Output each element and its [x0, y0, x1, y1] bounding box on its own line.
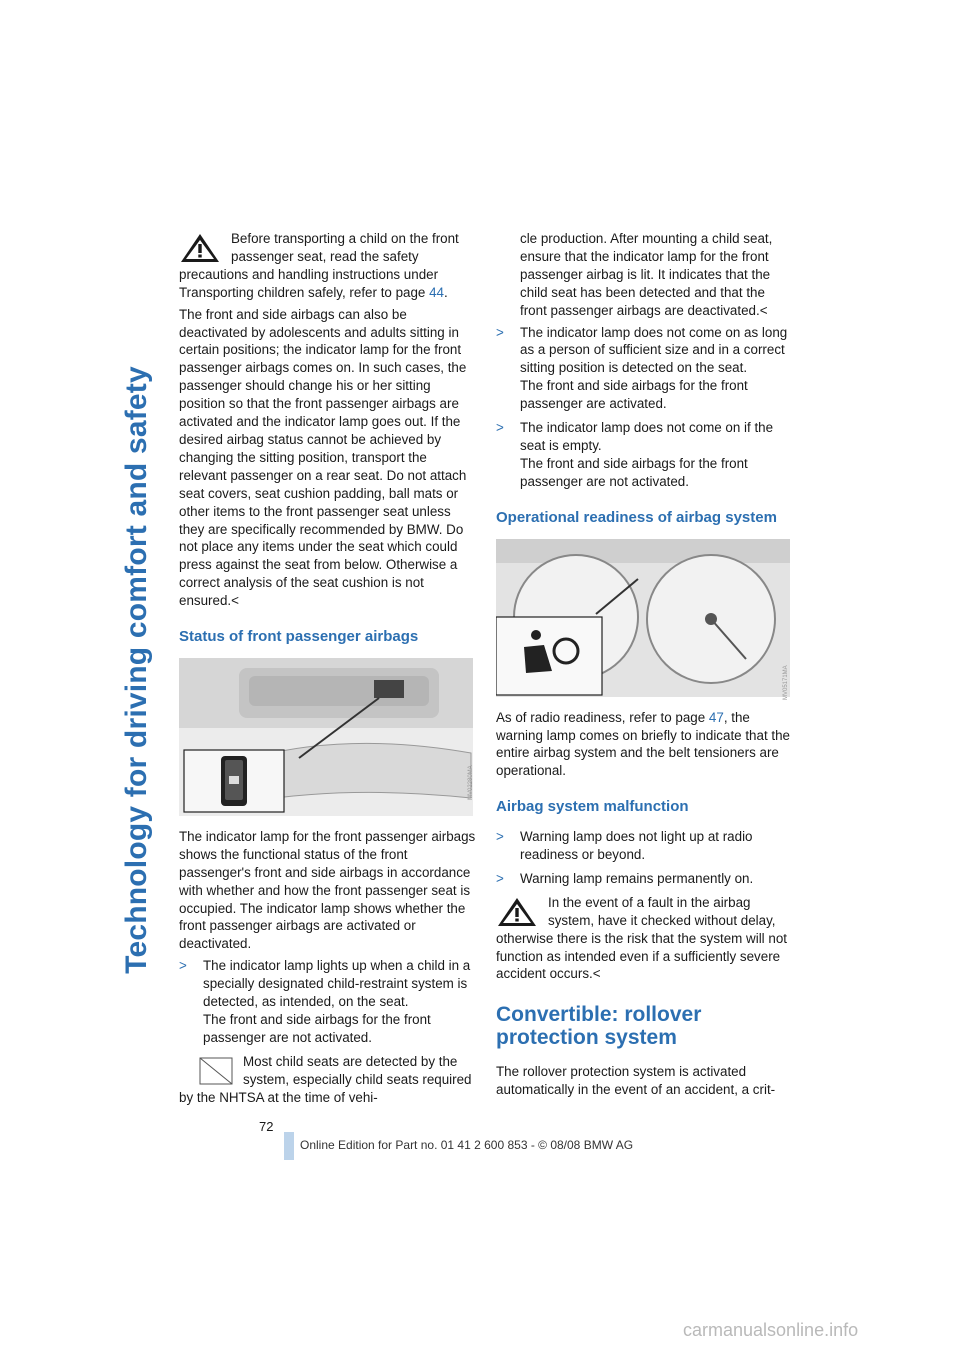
warning-block: Before transporting a child on the front passenger seat, read the safety precautions and handling instructions under Transporting children safely, refer to page 44. — [179, 231, 459, 300]
list-item: > The indicator lamp lights up when a child in a specially designated child-restraint system is detected, as intended, on the seat. The front and side airbags for the front passenger are not activated. — [179, 958, 471, 1045]
footer-bar — [284, 1132, 294, 1160]
paragraph: As of radio readiness, refer to page — [496, 709, 706, 725]
watermark: carmanualsonline.info — [683, 1320, 859, 1340]
footer-text: Online Edition for Part no. 01 41 2 600 853 - © 08/08 BMW AG — [300, 1138, 634, 1152]
page-link-44[interactable]: 44 — [429, 284, 445, 300]
section-heading: Operational readiness of airbag system — [496, 508, 777, 526]
paragraph: The indicator lamp for the front passenger airbags shows the functional status of the front passenger's front and side airbags in accordance with whether and how the front passenger seat is occupied. The indicator lamp shows whether the front passenger airbags are activated or deactivated. — [179, 828, 476, 952]
paragraph: The front and side airbags can also be deactivated by adolescents and adults sitting in certain positions; the indicator lamp for the front passenger airbags comes on. In such cases, the passenger should change his or her sitting position so that the front passenger airbags are activated and the indicator lamp goes out. If the desired airbag status cannot be achieved by changing the sitting position, transport the relevant passenger on a rear seat. Do not attach seat covers, seat cushion padding, ball mats or other items to the front passenger seat unless they are specifically recommended by BMW. Do not place any items under the seat which could press against the seat from below. Otherwise a correct analysis of the seat cushion is not ensured. — [179, 306, 467, 609]
left-column — [179, 230, 477, 1111]
page-link-47[interactable]: 47 — [708, 709, 724, 725]
bullet-list — [179, 957, 477, 1047]
warning-triangle-icon — [496, 896, 538, 928]
section-heading: Status of front passenger airbags — [179, 628, 419, 646]
warning-text: Before transporting a child on the front passenger seat, read the safety precautions and handling instructions under Transporting children safely, refer to page — [179, 231, 459, 300]
passenger-airbag-lamp-figure — [179, 658, 473, 816]
warning-triangle-icon — [179, 232, 221, 264]
figure-code: MV05171MA — [783, 665, 789, 700]
airbag-warning-lamp-figure — [496, 539, 790, 697]
warning-text: In the event of a fault in the airbag system, have it checked without delay, otherwise there is the risk that the system will not function as intended even if a sufficiently severe accident occurs. — [496, 894, 787, 982]
side-title: Technology for driving comfort and safety — [120, 366, 154, 974]
list-item: > The indicator lamp does not come on if the seat is empty. The front and side airbags for the front passenger are not activated. — [496, 420, 774, 489]
note-continuation: cle production. After mounting a child seat, ensure that the indicator lamp for the front passenger airbag is lit. It indicates that the child seat has been detected and that the front passenger airbags are deactivated. — [520, 231, 773, 318]
list-item: > Warning lamp does not light up at radio readiness or beyond. — [496, 829, 753, 863]
paragraph: The rollover protection system is activated automatically in the event of an accident, a crit- — [496, 1064, 776, 1098]
bullet-marker: > — [179, 958, 187, 974]
bullet-list — [496, 828, 790, 888]
note-icon — [199, 1057, 233, 1085]
figure-code: MV02280MA — [468, 765, 474, 800]
end-mark: < — [231, 593, 239, 609]
chapter-heading: Convertible: rollover protection system — [496, 1003, 702, 1050]
warning-block: In the event of a fault in the airbag system, have it checked without delay, otherwise there is the risk that the system will not function as intended even if a sufficiently severe accident occurs.< — [496, 894, 787, 982]
section-heading: Airbag system malfunction — [496, 798, 689, 816]
page-number: 72 — [259, 1119, 274, 1134]
note-text: Most child seats are detected by the system, especially child seats required by the NHTSA at the time of vehi- — [179, 1053, 472, 1105]
right-column: cle production. After mounting a child seat, ensure that the indicator lamp for the front passenger airbag is lit. It indicates that the child seat has been detected and that the front passenger airbags are deactivated.< > The indicator lamp does not come on as long as a person of sufficient size and in a correct sitting position is detected on the seat. The front and side airbags for the front passenger are activated. > The indicator lamp does not come on if the seat is empty. The front and side airbags for the front passenger are not activated. Operational readiness of airbag system As of radio readiness, refer to page 47, the warning lamp comes on briefly to indicate that the entire airbag system and the belt tensioners are operational. Airbag system malfunction > Warning lamp does not light up at radio readiness or beyond. > Warning lamp remains permanently on. In the event of a fault in the airbag system, have it checked without delay, otherwise there is the risk that the system will not function as intended even if a sufficiently severe accident occurs.< Convertible: rollover protection system The rollover protection system is activated automatically in the event of an accident, a crit- — [496, 231, 791, 1098]
list-item: > Warning lamp remains permanently on. — [496, 870, 754, 886]
note-block — [179, 1053, 477, 1107]
list-item: > The indicator lamp does not come on as long as a person of sufficient size and in a correct sitting position is detected on the seat. The front and side airbags for the front passenger are activated. — [496, 324, 788, 412]
bullet-list — [496, 324, 790, 491]
